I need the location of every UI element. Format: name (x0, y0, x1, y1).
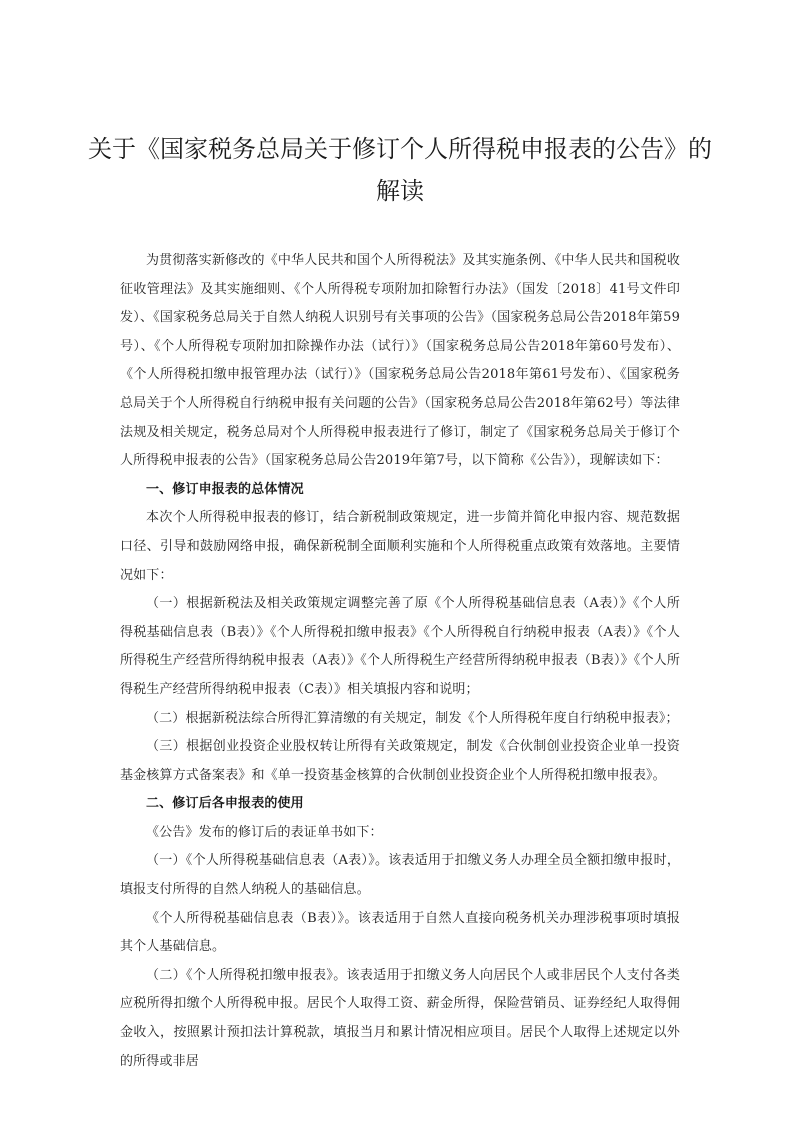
section-heading-1: 一、修订申报表的总体情况 (146, 481, 304, 497)
paragraph: （一）《个人所得税基础信息表（A表）》。该表适用于扣缴义务人办理全员全额扣缴申报时，填报支付所得的自然人纳税人的基础信息。 (120, 853, 680, 898)
paragraph: 《个人所得税基础信息表（B表）》。该表适用于自然人直接向税务机关办理涉税事项时填报其个人基础信息。 (120, 910, 680, 955)
paragraph: （二）根据新税法综合所得汇算清缴的有关规定，制发《个人所得税年度自行纳税申报表》； (146, 710, 679, 726)
paragraph-intro: 为贯彻落实新修改的《中华人民共和国个人所得税法》及其实施条例、《中华人民共和国税收征收管理法》及其实施细则、《个人所得税专项附加扣除暂行办法》（国发〔2018〕41号文件印发）、《国家税务总局关于自然人纳税人识别号有关事项的公告》（国家税务总局公告2018年第59号）、《个人所得税专项附加扣除操作办法（试行）》（国家税务总局公告2018年第60号发布）、《个人所得税扣缴申报管理办法（试行）》（国家税务总局公告2018年第61号发布）、《国家税务总局关于个人所得税自行纳税申报有关问题的公告》（国家税务总局公告2018年第62号）等法律法规及相关规定，税务总局对个人所得税申报表进行了修订，制定了《国家税务总局关于修订个人所得税申报表的公告》（国家税务总局公告2019年第7号，以下简称《公告》），现解读如下： (120, 253, 680, 469)
paragraph: （二）《个人所得税扣缴申报表》。该表适用于扣缴义务人向居民个人或非居民个人支付各类应税所得扣缴个人所得税申报。居民个人取得工资、薪金所得，保险营销员、证券经纪人取得佣金收入，按照累计预扣法计算税款，填报当月和累计情况相应项目。居民个人取得上述规定以外的所得或非居 (120, 967, 680, 1069)
section-heading-2: 二、修订后各申报表的使用 (146, 796, 304, 812)
paragraph: 本次个人所得税申报表的修订，结合新税制政策规定，进一步简并简化申报内容、规范数据口径、引导和鼓励网络申报，确保新税制全面顺利实施和个人所得税重点政策有效落地。主要情况如下： (120, 510, 680, 583)
document-title-line-1: 关于《国家税务总局关于修订个人所得税申报表的公告》的 (88, 135, 712, 163)
paragraph: （一）根据新税法及相关政策规定调整完善了原《个人所得税基础信息表（A表）》《个人所得税基础信息表（B表）》《个人所得税扣缴申报表》《个人所得税自行纳税申报表（A表）》《个人所得税生产经营所得纳税申报表（A表）》《个人所得税生产经营所得纳税申报表（B表）》《个人所得税生产经营所得纳税申报表（C表）》相关填报内容和说明； (120, 596, 680, 697)
paragraph: （三）根据创业投资企业股权转让所得有关政策规定，制发《合伙制创业投资企业单一投资基金核算方式备案表》和《单一投资基金核算的合伙制创业投资企业个人所得税扣缴申报表》。 (120, 739, 680, 783)
document-body (120, 247, 680, 1076)
document-title-line-2: 解读 (376, 177, 424, 205)
paragraph: 《公告》发布的修订后的表证单书如下： (146, 824, 383, 840)
